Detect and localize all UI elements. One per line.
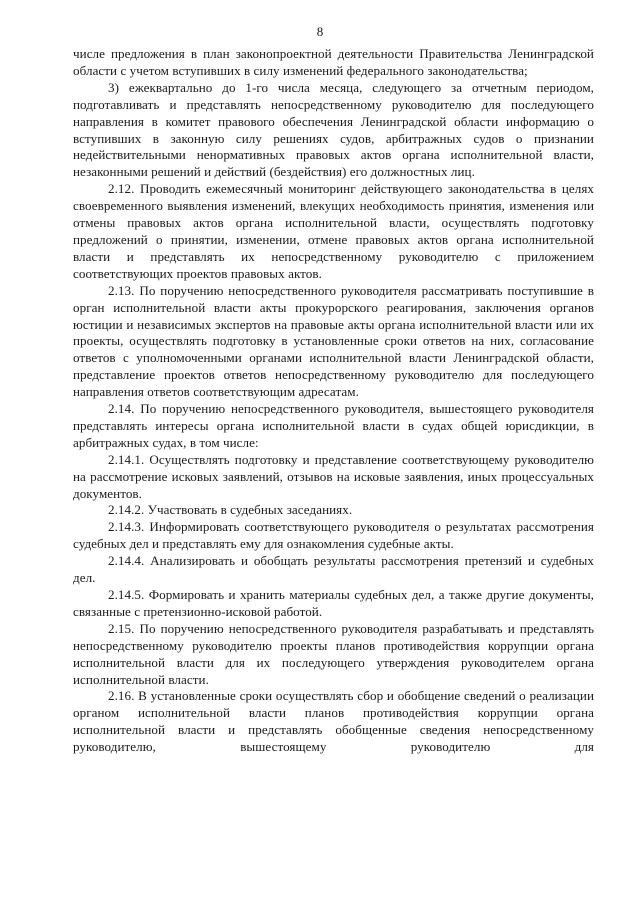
paragraph-item-3: 3) ежеквартально до 1-го числа месяца, следующего за отчетным периодом, подготавливать и представлять непосредственному руководителю для последующего направления в комитет правового обеспечения Ленинградской области информацию о вступивших в законную силу решениях судов, арбитражных судов о признании недействительными ненормативных правовых актов органа исполнительной власти, незаконными решений и действий (бездействия) его должностных лиц. bbox=[73, 79, 594, 180]
paragraph-2-14-3: 2.14.3. Информировать соответствующего руководителя о результатах рассмотрения судебных дел и представлять ему для ознакомления судебные акты. bbox=[73, 519, 594, 552]
paragraph-2-16: 2.16. В установленные сроки осуществлять сбор и обобщение сведений о реализации органом исполнительной власти планов противодействия коррупции органа исполнительной власти и представлять обобщенные сведения непосредственному руководителю, вышестоящему руководителю для bbox=[73, 688, 594, 755]
paragraph-2-12: 2.12. Проводить ежемесячный мониторинг действующего законодательства в целях своевременного выявления изменений, влекущих необходимость принятия, изменения или отмены правовых актов органа исполнительной власти, осуществлять подготовку предложений о принятии, изменении, отмене правовых актов органа исполнительной власти и представлять их непосредственному руководителю с приложением соответствующих проектов правовых актов. bbox=[73, 181, 594, 281]
document-body bbox=[73, 46, 594, 756]
paragraph-2-14-5: 2.14.5. Формировать и хранить материалы судебных дел, а также другие документы, связанные с претензионно-исковой работой. bbox=[73, 587, 594, 619]
page-number: 8 bbox=[316, 24, 324, 39]
paragraph-2-14-4: 2.14.4. Анализировать и обобщать результаты рассмотрения претензий и судебных дел. bbox=[73, 553, 594, 586]
paragraph-2-14: 2.14. По поручению непосредственного руководителя, вышестоящего руководителя представлять интересы органа исполнительной власти в судах общей юрисдикции, в арбитражных судах, в том числе: bbox=[73, 401, 594, 450]
paragraph-2-15: 2.15. По поручению непосредственного руководителя разрабатывать и представлять непосредственному руководителю проекты планов противодействия коррупции органа исполнительной власти для их последующего утверждения руководителем органа исполнительной власти. bbox=[73, 620, 594, 687]
paragraph-2-14-1: 2.14.1. Осуществлять подготовку и представление соответствующему руководителю на рассмотрение исковых заявлений, отзывов на исковые заявления, иных процессуальных документов. bbox=[73, 451, 594, 501]
paragraph-continuation: числе предложения в план законопроектной деятельности Правительства Ленинградской области с учетом вступивших в силу изменений федерального законодательства; bbox=[73, 46, 594, 78]
paragraph-2-13: 2.13. По поручению непосредственного руководителя рассматривать поступившие в орган исполнительной власти акты прокурорского реагирования, заключения органов юстиции и независимых экспертов на правовые акты органа исполнительной власти или их проекты, осуществлять подготовку в установленные сроки ответов на них, согласование ответов с уполномоченными органами исполнительной власти Ленинградской области, представление проектов ответов непосредственному руководителю для последующего направления ответов соответствующим адресатам. bbox=[73, 282, 594, 400]
paragraph-2-14-2: 2.14.2. Участвовать в судебных заседаниях. bbox=[108, 502, 353, 518]
